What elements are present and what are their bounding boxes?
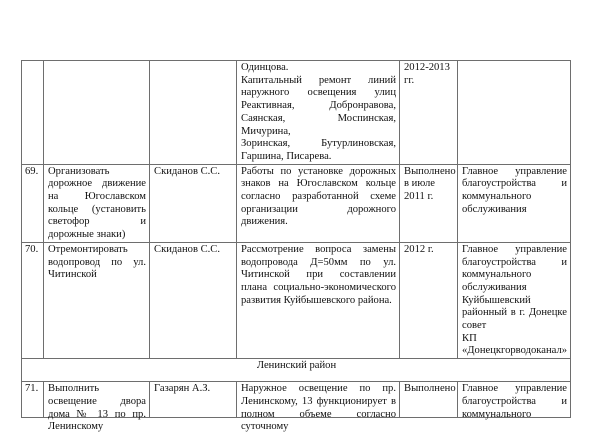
executor-cell: Главное управление благоустройства и коммунального обслуживания bbox=[458, 164, 571, 242]
row-number: 70. bbox=[22, 242, 44, 358]
executor-line: Куйбышевский районный в г. Донецке совет bbox=[462, 294, 567, 332]
content-cell bbox=[237, 61, 400, 165]
table-row bbox=[22, 61, 571, 165]
status-cell: Выполнено в июле 2011 г. bbox=[400, 164, 458, 242]
content-cell: Наружное освещение по пр. Ленинскому, 13 функционирует в полном объеме согласно суточному bbox=[237, 382, 400, 418]
executor-cell bbox=[458, 61, 571, 165]
status-cell: Выполнено bbox=[400, 382, 458, 418]
content-cell: Рассмотрение вопроса замены водопровода Д=50мм по ул. Читинской при составлении плана социально-экономического развития Куйбышевского района. bbox=[237, 242, 400, 358]
content-line: наружного освещения улиц bbox=[241, 87, 396, 99]
table-row bbox=[22, 164, 571, 242]
responsible-cell: Скиданов С.С. bbox=[150, 164, 237, 242]
responsible-cell: Скиданов С.С. bbox=[150, 242, 237, 358]
executor-cell: Главное управление благоустройства и коммунального bbox=[458, 382, 571, 418]
executor-line: КП «Донецкгорводоканал» bbox=[462, 332, 568, 357]
row-number: 71. bbox=[22, 382, 44, 418]
district-header-row bbox=[22, 359, 571, 382]
responsible-cell: Газарян А.З. bbox=[150, 382, 237, 418]
district-header: Ленинский район bbox=[22, 359, 571, 382]
executor-cell bbox=[458, 242, 571, 358]
content-line: Саянская, Моспинская, Мичурина, bbox=[241, 112, 396, 137]
task-cell: Организовать дорожное движение на Югославском кольце (установить светофор и дорожные знаки) bbox=[44, 164, 150, 242]
task-cell bbox=[44, 61, 150, 165]
status-cell: 2012-2013 гг. bbox=[400, 61, 458, 165]
executor-line: Главное управление благоустройства и коммунального обслуживания bbox=[462, 243, 567, 293]
table-row bbox=[22, 242, 571, 358]
content-cell: Работы по установке дорожных знаков на Югославском кольце согласно разработанной схеме организации дорожного движения. bbox=[237, 164, 400, 242]
status-cell: 2012 г. bbox=[400, 242, 458, 358]
content-line: Гаршина, Писарева. bbox=[241, 150, 332, 162]
content-line: Зоринская, Бутурлиновская, bbox=[241, 138, 396, 150]
responsible-cell bbox=[150, 61, 237, 165]
content-line: Одинцова. bbox=[241, 62, 289, 73]
task-cell: Выполнить освещение двора дома № 13 по пр. Ленинскому bbox=[44, 382, 150, 418]
table-row bbox=[22, 382, 571, 418]
content-line: Реактивная, Добронравова, bbox=[241, 100, 396, 112]
task-cell: Отремонтировать водопровод по ул. Читинской bbox=[44, 242, 150, 358]
row-number: 69. bbox=[22, 164, 44, 242]
row-number bbox=[22, 61, 44, 165]
plan-table bbox=[21, 60, 571, 433]
content-line: Капитальный ремонт линий bbox=[241, 74, 396, 86]
